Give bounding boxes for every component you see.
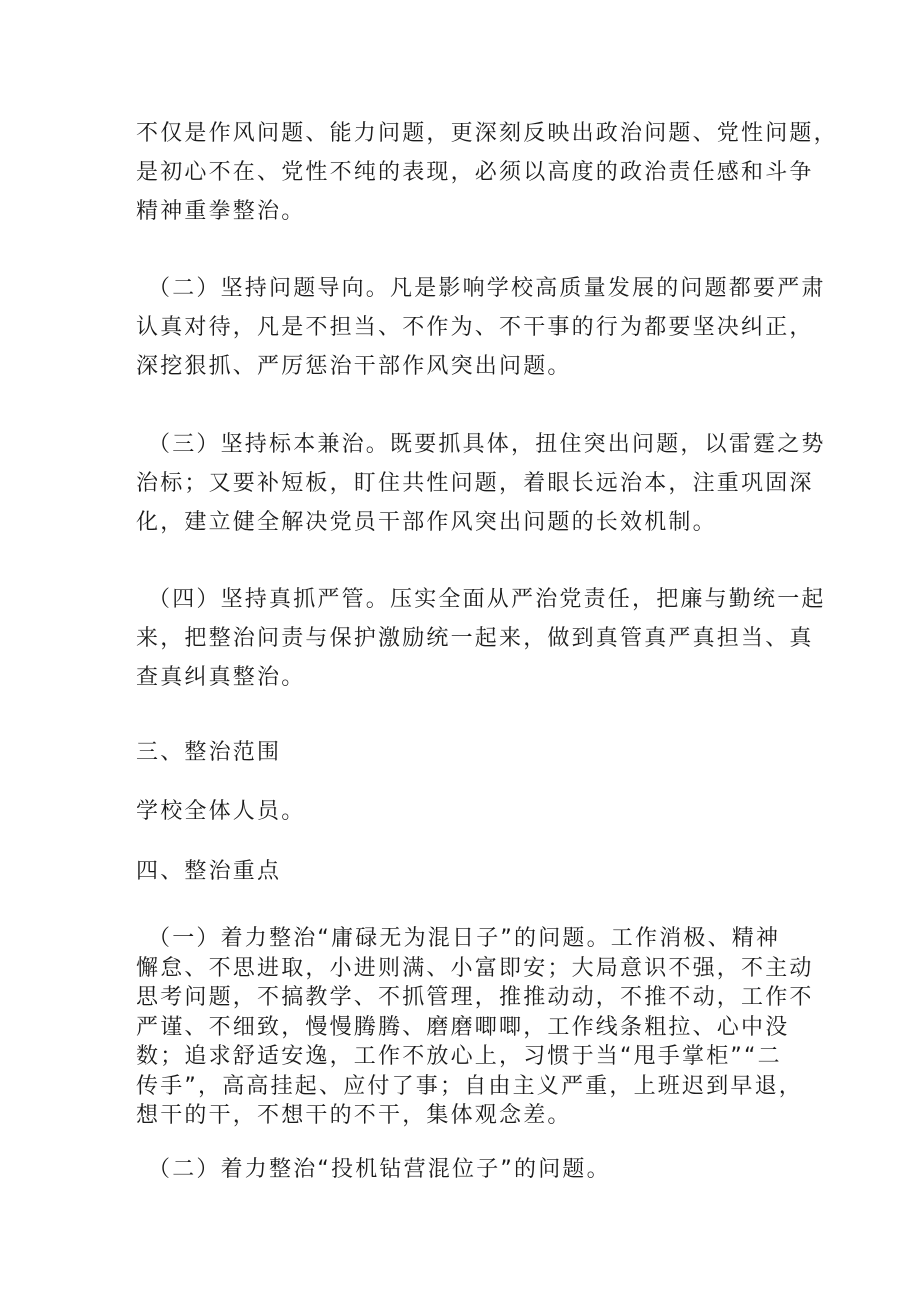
paragraph-principle-2: [136, 269, 826, 386]
text-line: 来，把整治问责与保护激励统一起来，做到真管真严真担当、真: [136, 626, 814, 651]
text-line: 精神重拳整治。: [136, 199, 306, 224]
text-line: 查真纠真整治。: [136, 665, 306, 690]
text-line: （二）坚持问题导向。凡是影响学校高质量发展的问题都要严肃: [148, 276, 826, 301]
scope-text: 学校全体人员。: [136, 799, 306, 824]
paragraph-focus-2: （二）着力整治“投机钻营混位子”的问题。: [148, 1157, 611, 1182]
text-line: （一）着力整治“庸碌无为混日子”的问题。工作消极、精神: [148, 926, 781, 951]
text-line: 懈怠、不思进取，小进则满、小富即安；大局意识不强，不主动: [136, 955, 814, 981]
text-line: 数；追求舒适安逸，工作不放心上，习惯于当“甩手掌柜”“二: [136, 1044, 782, 1069]
text-line: 化，建立健全解决党员干部作风突出问题的长效机制。: [136, 510, 717, 535]
text-line: 想干的干，不想干的不干，集体观念差。: [136, 1103, 572, 1128]
text-line: 治标；又要补短板，盯住共性问题，着眼长远治本，注重巩固深: [136, 471, 814, 496]
paragraph-focus-1: [136, 924, 814, 1131]
text-line: 严谨、不细致，慢慢腾腾、磨磨唧唧，工作线条粗拉、心中没: [136, 1014, 790, 1040]
text-line: 不仅是作风问题、能力问题，更深刻反映出政治问题、党性问题，: [136, 121, 838, 146]
paragraph-principle-4: [136, 580, 826, 697]
text-line: 传手”，高高挂起、应付了事；自由主义严重，上班迟到早退，: [136, 1073, 803, 1099]
section-heading-3: 三、整治范围: [136, 740, 282, 765]
text-line: 是初心不在、党性不纯的表现，必须以高度的政治责任感和斗争: [136, 160, 814, 185]
section-heading-4: 四、整治重点: [136, 859, 282, 884]
text-line: 深挖狠抓、严厉惩治干部作风突出问题。: [136, 354, 572, 379]
paragraph-intro: [136, 114, 838, 231]
text-line: 认真对待，凡是不担当、不作为、不干事的行为都要坚决纠正，: [136, 315, 814, 340]
text-line: （四）坚持真抓严管。压实全面从严治党责任，把廉与勤统一起: [148, 587, 826, 612]
text-line: （三）坚持标本兼治。既要抓具体，扭住突出问题，以雷霆之势: [148, 432, 826, 457]
paragraph-principle-3: [136, 425, 826, 542]
text-line: 思考问题，不搞教学、不抓管理，推推动动，不推不动，工作不: [136, 985, 814, 1010]
